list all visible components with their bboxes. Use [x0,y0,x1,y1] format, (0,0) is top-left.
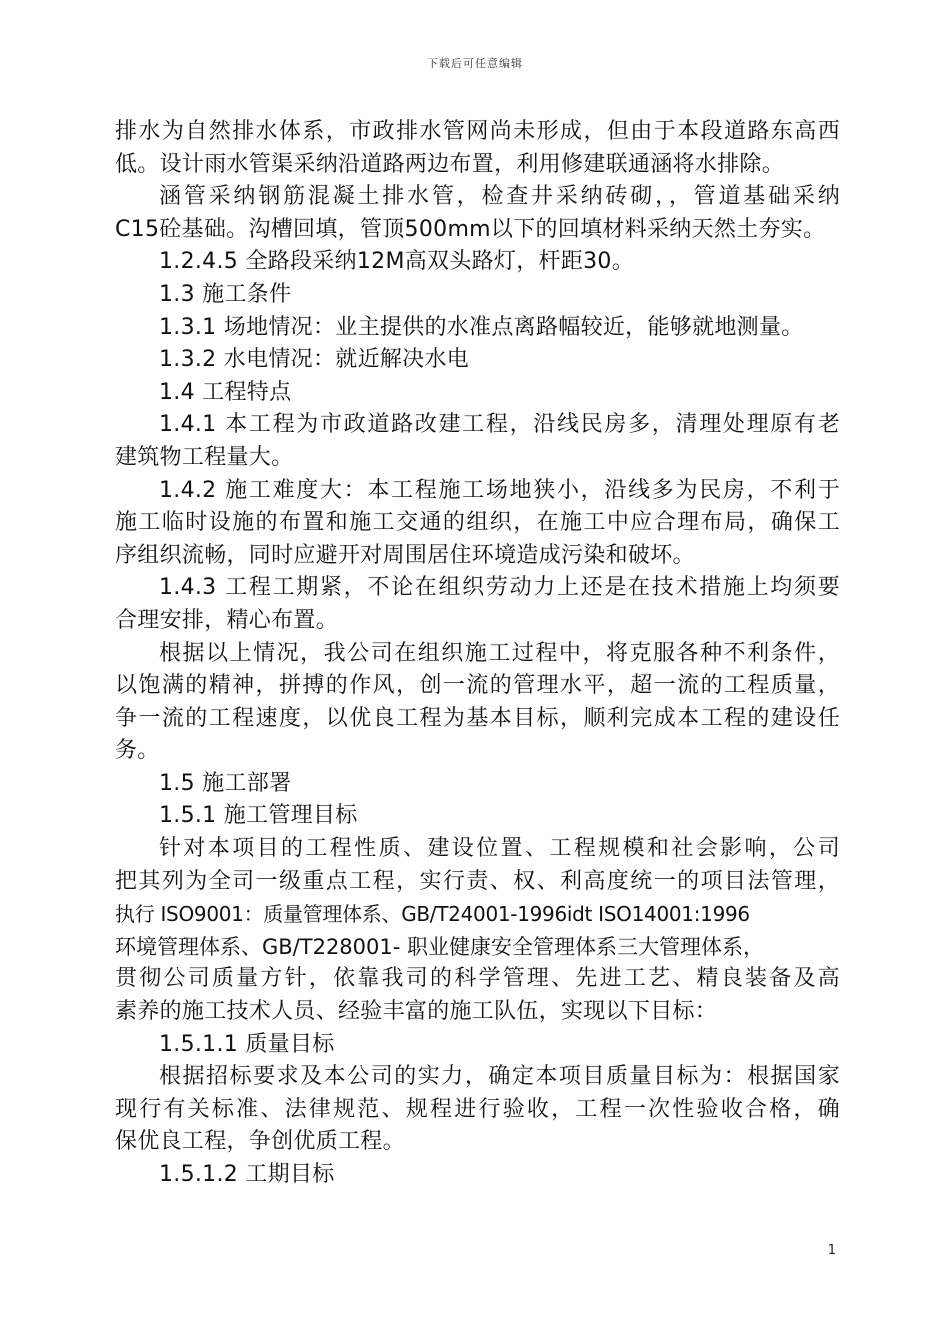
section-heading: 1.5.1.1 质量目标 [159,1031,335,1057]
text-line: 合理安排，精心布置。 [115,607,339,633]
section-heading: 1.5.1.2 工期目标 [159,1162,335,1187]
text-line: 把其列为全司一级重点工程，实行责、权、利高度统一的项目法管理， [115,868,840,894]
text-line: 1.4.1 本工程为市政道路改建工程，沿线民房多，清理处理原有老 [159,412,840,438]
section-heading: 1.5.1 施工管理目标 [159,803,358,829]
text-line: 保优良工程，争创优质工程。 [115,1129,405,1155]
text-line: 涵管采纳钢筋混凝土排水管，检查井采纳砖砌，，管道基础采纳 [159,184,840,210]
text-line: 1.4.3 工程工期紧，不论在组织劳动力上还是在技术措施上均须要 [159,575,840,601]
section-heading: 1.2.4.5 全路段采纳12M高双头路灯，杆距30。 [159,249,635,275]
text-line: 争一流的工程速度，以优良工程为基本目标，顺利完成本工程的建设任 [115,705,840,731]
text-line: 现行有关标准、法律规范、规程进行验收，工程一次性验收合格，确 [115,1096,840,1122]
text-line: C15砼基础。沟槽回填，管顶500mm以下的回填材料采纳天然土夯实。 [115,216,826,242]
section-heading: 1.5 施工部署 [159,770,292,796]
section-heading: 1.3 施工条件 [159,281,292,307]
text-line: 排水为自然排水体系，市政排水管网尚未形成，但由于本段道路东高西 [115,119,840,144]
text-line: 贯彻公司质量方针，依靠我司的科学管理、先进工艺、精良装备及高 [115,966,840,992]
text-line: 1.4.2 施工难度大：本工程施工场地狭小，沿线多为民房，不利于 [159,477,840,503]
text-line: 执行 ISO9001：质量管理体系、GB/T24001-1996idt ISO14001:1996 [115,902,750,927]
text-line: 序组织流畅，同时应避开对周围居住环境造成污染和破坏。 [115,542,695,568]
document-body [115,116,840,1192]
text-line: 1.3.1 场地情况：业主提供的水准点离路幅较近，能够就地测量。 [159,314,804,340]
text-line: 施工临时设施的布置和施工交通的组织，在施工中应合理布局，确保工 [115,510,840,536]
section-heading: 1.4 工程特点 [159,379,292,405]
text-line: 建筑物工程量大。 [115,444,294,470]
page-header: 下载后可任意编辑 [427,57,523,70]
text-line: 针对本项目的工程性质、建设位置、工程规模和社会影响，公司 [159,836,840,862]
text-line: 低。设计雨水管渠采纳沿道路两边布置，利用修建联通涵将水排除。 [115,151,785,177]
text-line: 素养的施工技术人员、经验丰富的施工队伍，实现以下目标： [115,999,718,1025]
text-line: 根据以上情况，我公司在组织施工过程中，将克服各种不利条件， [159,640,840,666]
text-line: 环境管理体系、GB/T228001- 职业健康安全管理体系三大管理体系， [115,934,764,959]
text-line: 以饱满的精神，拼搏的作风，创一流的管理水平，超一流的工程质量， [115,673,840,699]
text-line: 根据招标要求及本公司的实力，确定本项目质量目标为：根据国家 [159,1064,840,1090]
text-line: 1.3.2 水电情况：就近解决水电 [159,347,470,373]
page-number: 1 [827,1243,836,1258]
text-line: 务。 [115,738,160,764]
